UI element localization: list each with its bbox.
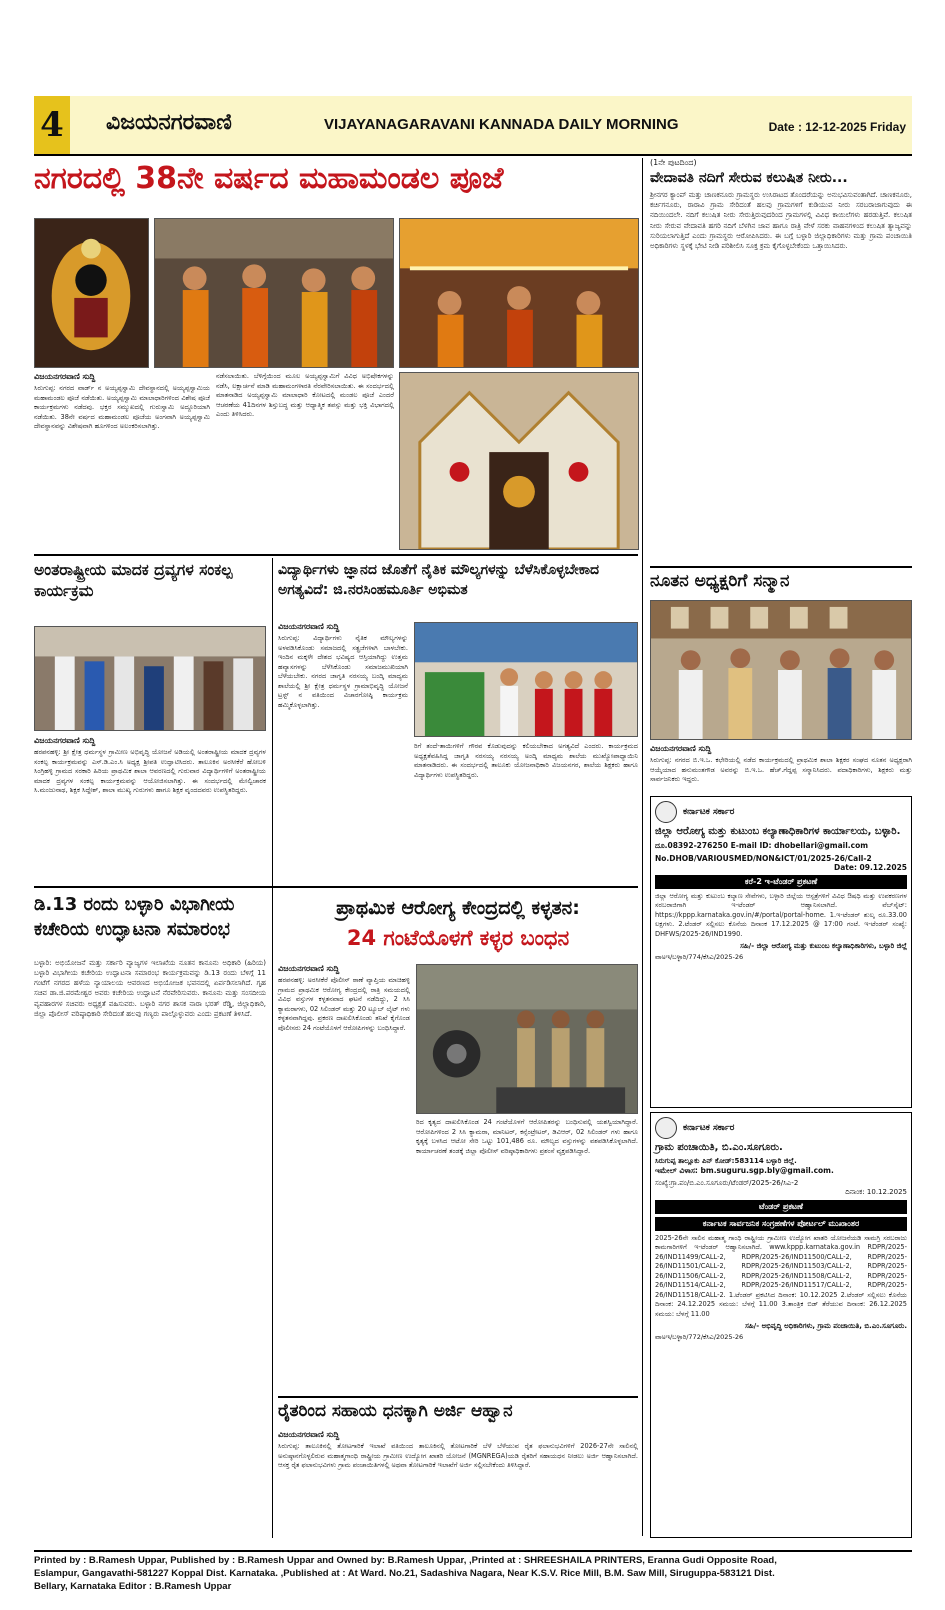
dec13-body: ಬಳ್ಳಾರಿ: ಅಭಿಯೋಜನೆ ಮತ್ತು ಸರ್ಕಾರಿ ವ್ಯಾಜ್ಯಗಳ ಇಲಾಖೆಯ ನೂತನ ಕಾನೂನು ಅಧಿಕಾರಿ (ಹಿರಿಯ) ಬಳ್ಳಾರಿ ವಿಭಾಗೀಯ ಕಚೇರಿಯ ಉದ್ಘಾಟನಾ ಸಮಾರಂಭ ಕಾರ್ಯಕ್ರಮವನ್ನು ಡಿ.13 ರಂದು ಬೆಳಿಗ್ಗೆ 11 ಗಂಟೆಗೆ ನಗರದ ಹಳೆಯ ನ್ಯಾಯಾಲಯ ಆವರಣದ ಅಭಿಯೋಜಕ ಭವನದಲ್ಲಿ ಏರ್ಪಡಿಸಲಾಗಿದೆ. ಗೃಹ ಸಚಿವ ಡಾ.ಜಿ.ಪರಮೇಶ್ವರ ಅವರು ಕಚೇರಿಯ ಉದ್ಘಾಟನೆ ನೆರವೇರಿಸುವರು. ಕಾನೂನು ಮತ್ತು ಸಂಸದೀಯ ವ್ಯವಹಾರಗಳ ಸಚಿವರು ಅಧ್ಯಕ್ಷತೆ ವಹಿಸುವರು. ಬಳ್ಳಾರಿ ನಗರ ಶಾಸಕ ನಾರಾ ಭರತ್ ರೆಡ್ಡಿ, ಜಿಲ್ಲಾಧಿಕಾರಿ, ಜಿಲ್ಲಾ ಪೊಲೀಸ್ ವರಿಷ್ಠಾಧಿಕಾರಿ ಸೇರಿದಂತೆ ಹಲವು ಗಣ್ಯರು ಪಾಲ್ಗೊಳ್ಳುವರು ಎಂದು ಪ್ರಕಟಣೆ ತಿಳಿಸಿದೆ. [34,959,266,1018]
farmers-body: ಸಿರುಗುಪ್ಪ: ತಾಲೂಕಿನಲ್ಲಿ ತೋಟಗಾರಿಕೆ ಇಲಾಖೆ ವತಿಯಿಂದ ತಾಲೂಕಿನಲ್ಲಿ ತೋಟಗಾರಿಕೆ ಬೆಳೆ ಬೆಳೆಯುವ ರೈತ ಫಲಾನುಭವಿಗಳಿಗೆ 2026-27ನೇ ಸಾಲಿನಲ್ಲಿ ಅನುಷ್ಠಾನಗೊಳ್ಳಲಿರುವ ಮಹಾತ್ಮಗಾಂಧಿ ರಾಷ್ಟ್ರೀಯ ಗ್ರಾಮೀಣ ಉದ್ಯೋಗ ಖಾತರಿ ಯೋಜನೆ (MGNREGA)ಯಡಿ ರೈತರಿಗೆ ಸಹಾಯಧನ ನೀಡಲು ಅರ್ಜಿ ಆಹ್ವಾನಿಸಲಾಗಿದೆ. ಆಸಕ್ತ ರೈತ ಫಲಾನುಭವಿಗಳು ಗ್ರಾಮ ಪಂಚಾಯಿತಿಗಳಲ್ಲಿ ಅಥವಾ ತೋಟಗಾರಿಕೆ ಇಲಾಖೆಗೆ ಅರ್ಜಿ ಸಲ್ಲಿಸಬೇಕೆಂದು ತಿಳಿಸಿದ್ದಾರೆ. [278,1442,638,1470]
tender1-code: ವಾಅಇ/ಬಳ್ಳಾರಿ/774/ಕೆಸಿಎ/2025-26 [655,953,744,962]
footer-line-2: Eslampur, Gangavathi-581227 Koppal Dist. Karnataka. ,Published at : At Ward. No.21, Sadashiva Nagara, Near K.S.V. Rice Mill, B.M. Saw Mill, Siruguppa-583121 Dist. [34,1567,775,1579]
farmers-byline: ವಿಜಯನಗರವಾಣಿ ಸುದ್ದಿ [278,1430,340,1439]
dec13-headline: ಡಿ.13 ರಂದು ಬಳ್ಳಾರಿ ವಿಭಾಗೀಯ ಕಚೇರಿಯ ಉದ್ಘಾಟನಾ ಸಮಾರಂಭ [34,894,235,941]
tender1-body: ಜಿಲ್ಲಾ ಆರೋಗ್ಯ ಮತ್ತು ಕುಟುಂಬ ಕಲ್ಯಾಣ ಸೇವೆಗಳು, ಬಳ್ಳಾರಿ ಜಿಲ್ಲೆಯ ಆಸ್ಪತ್ರೆಗಳಿಗೆ ವಿವಿಧ ಔಷಧಿ ಮತ್ತು ಉಪಕರಣಗಳ ಸರಬರಾಜಿಗಾಗಿ ಇ-ಟೆಂಡರ್ ಆಹ್ವಾನಿಸಲಾಗಿದೆ. ವೆಬ್‌ಸೈಟ್: https://kppp.karnataka.gov.in/#/portal/portal-home. 1.ಇ-ಟೆಂಡರ್ ಶುಲ್ಕ ರೂ.33.00 ಲಕ್ಷಗಳು. 2.ಟೆಂಡರ್ ಸಲ್ಲಿಸಲು ಕೊನೆಯ ದಿನಾಂಕ 17.12.2025 @ 17:00 ಗಂಟೆ. ಇ-ಟೆಂಡರ್ ಸಂಖ್ಯೆ: DHFWS/2025-26/IND1990. [655,891,907,938]
masthead [34,96,912,156]
tender2-code: ವಾಅಇ/ಬಳ್ಳಾರಿ/772/ಕೆಸಿಎ/2025-26 [655,1333,744,1342]
tender1-ref: No.DHOB/VARIOUSMED/NON&ICT/01/2025-26/Call-2 [655,853,872,863]
drugs-headline: ಅಂತರಾಷ್ಟ್ರೀಯ ಮಾದಕ ದ್ರವ್ಯಗಳ ಸಂಕಲ್ಪ ಕಾರ್ಯಕ್ರಮ [34,561,233,600]
vedavati-story [650,158,912,251]
tender1-date: Date: 09.12.2025 [833,862,907,872]
tender1-bar: ಕರೆ-2 ಇ-ಟೆಂಡರ್ ಪ್ರಕಟಣೆ [655,875,907,889]
tender1-govt: ಕರ್ನಾಟಕ ಸರ್ಕಾರ [683,806,735,817]
theft-text-left [278,964,410,1033]
karnataka-seal-icon [655,1117,677,1139]
tender2-office: ಗ್ರಾಮ ಪಂಚಾಯಿತಿ, ಬಿ.ಎಂ.ಸೂಗೂರು. [655,1142,783,1153]
lead-photo-shrine [399,372,639,550]
newspaper-page [34,96,912,1592]
theft-body-right: ರಿದ ಕೃತ್ಯದ ದಾಖಲಿಸಿಕೊಂಡ 24 ಗಂಟೆಯೊಳಗೆ ಆರೋಪಿತರನ್ನು ಬಂಧಿಸುವಲ್ಲಿ ಯಶಸ್ವಿಯಾಗಿದ್ದಾರೆ. ಆರೋಪಿಗಳಿಂದ 2 ಸಿಸಿ ಕ್ಯಾಮರಾ, ಮಾನಿಟರ್, ಕನ್ಸೆಂಟ್ರೇಟರ್, ಡಿವಿಆರ್, 02 ಸಿಲಿಂಡರ್ ಗಳು ಹಾಗೂ ಕೃತ್ಯಕ್ಕೆ ಬಳಸಿದ ಆಟೋ ಸೇರಿ ಒಟ್ಟು 101,486 ರೂ. ಮೌಲ್ಯದ ವಸ್ತುಗಳನ್ನು ವಶಪಡಿಸಿಕೊಳ್ಳಲಾಗಿದೆ. ಕಾರ್ಯಾಚರಣೆ ತಂಡಕ್ಕೆ ಜಿಲ್ಲಾ ಪೊಲೀಸ್ ವರಿಷ್ಠಾಧಿಕಾರಿಗಳು ಪ್ರಶಂಸೆ ವ್ಯಕ್ತಪಡಿಸಿದ್ದಾರೆ. [416,1118,638,1155]
values-body-right: ರಿಗೆ ತಂದೆ-ತಾಯಿಗಳಿಗೆ ಗೌರವ ಕೊಡುವುದನ್ನು ಕಲಿಯಬೇಕಾದ ಅಗತ್ಯವಿದೆ ಎಂದರು. ಕಾರ್ಯಕ್ರಮದ ಅಧ್ಯಕ್ಷತೆವಹಿಸಿದ್ದ ಜಾಗೃತಿ ನರಸಯ್ಯ ನರಸಯ್ಯ ಅಂದ್ಕಿ ಮಾಧ್ಯಮ ಶಾಲೆಯ ಮುಖ್ಯೋಪಾಧ್ಯಾಯಿನಿ ಮಾತನಾಡಿದರು. ಈ ಸಂದರ್ಭದಲ್ಲಿ ತಾಲೂಕು ಯೋಜನಾಧಿಕಾರಿ ವಿಜಯನಗರ, ಶಾಲೆಯ ಶಿಕ್ಷಕರು ಹಾಗೂ ವಿದ್ಯಾರ್ಥಿಗಳು ಉಪಸ್ಥಿತರಿದ್ದರು. [414,742,638,779]
tender-notice-panchayat [650,1112,912,1538]
tender2-email: ಇಮೇಲ್ ವಿಳಾಸ: bm.suguru.sgp.bly@gmail.com. [655,1165,834,1175]
lead-body-right: ನಡೆಸಲಾಯಿತು. ಬೆಳಿಗ್ಗೆಯಿಂದ ಮೂಲ ಅಯ್ಯಪ್ಪಸ್ವಾಮಿಗೆ ವಿವಿಧ ಅಭಿಷೇಕಗಳನ್ನು ನಡೆಸಿ, ಲಕ್ಷಾರ್ಚನೆ ಮಾಡಿ ಮಹಾಮಂಗಳಾರತಿ ನೆರವೇರಿಸಲಾಯಿತು. ಈ ಸಂದರ್ಭದಲ್ಲಿ ಮಾತನಾಡಿದ ಅಯ್ಯಪ್ಪಸ್ವಾಮಿ ಮಾಲಾಧಾರಿ ಕೋಟದಲ್ಲಿ ಮಂಡಲ ಪೂಜೆ ಎಂದರೆ ಆಚರಣೆಯ 41ದಿನಗಳ ಶಿಸ್ತುಬದ್ಧ ಮತ್ತು ಆಧ್ಯಾತ್ಮಿಕ ತಪಸ್ಸು ಮತ್ತು ಭಕ್ತಿ ವಿಭಾಗದಲ್ಲಿ ಎಂದು ತಿಳಿಸಿದರು. [216,372,394,419]
lead-body-left: ಸಿರುಗುಪ್ಪ: ನಗರದ ವಾರ್ಡ್ ನ ಅಯ್ಯಪ್ಪಸ್ವಾಮಿ ದೇವಸ್ಥಾನದಲ್ಲಿ ಅಯ್ಯಪ್ಪಸ್ವಾಮಿಯ ಮಹಾಮಂಡಲ ಪೂಜೆ ನಡೆಯಿತು. ಅಯ್ಯಪ್ಪಸ್ವಾಮಿ ಮಾಲಾಧಾರಿಗಳಿಂದ ವಿಶೇಷ ಪೂಜೆ ಕಾರ್ಯಕ್ರಮಗಳು ನಡೆದವು. ಭಕ್ತರ ಸಮ್ಮುಖದಲ್ಲಿ ಗುರುಸ್ವಾಮಿ ಅದ್ದೂರಿಯಾಗಿ ನಡೆಯಿತು. 38ನೇ ವರ್ಷದ ಮಹಾಮಂಡಲ ಪೂಜೆಯ ಅಂಗವಾಗಿ ಅಯ್ಯಪ್ಪಸ್ವಾಮಿ ದೇವಸ್ಥಾನವನ್ನು ವಿಶೇಷವಾಗಿ ಹೂಗಳಿಂದ ಅಲಂಕರಿಸಲಾಗಿತ್ತು. [34,384,210,431]
lead-photo-pooja [399,218,639,368]
masthead-date: Date : 12-12-2025 Friday [768,120,906,134]
tender1-office: ಜಿಲ್ಲಾ ಆರೋಗ್ಯ ಮತ್ತು ಕುಟುಂಬ ಕಲ್ಯಾಣಾಧಿಕಾರಿಗಳ ಕಾರ್ಯಾಲಯ, ಬಳ್ಳಾರಿ. [655,826,901,837]
tender2-bar1: ಟೆಂಡರ್ ಪ್ರಕಟಣೆ [655,1200,907,1214]
tender1-signed: ಸಹಿ/- ಜಿಲ್ಲಾ ಆರೋಗ್ಯ ಮತ್ತು ಕುಟುಂಬ ಕಲ್ಯಾಣಾಧಿಕಾರಿಗಳು, ಬಳ್ಳಾರಿ ಜಿಲ್ಲೆ [740,942,907,951]
lead-photo-devotees [154,218,394,368]
farmers-text [278,1430,638,1471]
theft-byline: ವಿಜಯನಗರವಾಣಿ ಸುದ್ದಿ [278,964,340,973]
theft-photo [416,964,638,1114]
theft-body-left: ಹರಪನಹಳ್ಳಿ: ಅರಸೀಕೆರೆ ಪೊಲೀಸ್ ಠಾಣೆ ವ್ಯಾಪ್ತಿಯ ಮಾಚಿಹಳ್ಳಿ ಗ್ರಾಮದ ಪ್ರಾಥಮಿಕ ಆರೋಗ್ಯ ಕೇಂದ್ರದಲ್ಲಿ ರಾತ್ರಿ ಸಮಯದಲ್ಲಿ ವಿವಿಧ ವಸ್ತುಗಳ ಕಳ್ಳತನವಾದ ಘಟನೆ ನಡೆದಿದ್ದು, 2 ಸಿಸಿ ಕ್ಯಾಮರಾಗಳು, 02 ಸಿಲಿಂಡರ್ ಮತ್ತು 20 ಟ್ಯೂಬ್ ಲೈಟ್ ಗಳು ಕಳ್ಳತನವಾಗಿದ್ದವು. ಪ್ರಕರಣ ದಾಖಲಿಸಿಕೊಂಡು ತನಿಖೆ ಕೈಗೊಂಡ ಪೊಲೀಸರು 24 ಗಂಟೆಯೊಳಗೆ ಆರೋಪಿಗಳನ್ನು ಬಂಧಿಸಿದ್ದಾರೆ. [278,976,410,1032]
tender-notice-health [650,796,912,1108]
values-photo [414,622,638,737]
tender2-govt: ಕರ್ನಾಟಕ ಸರ್ಕಾರ [683,1122,735,1133]
values-body-left: ಸಿರುಗುಪ್ಪ: ವಿದ್ಯಾರ್ಥಿಗಳು ನೈತಿಕ ಮೌಲ್ಯಗಳನ್ನು ಅಳವಡಿಸಿಕೊಂಡು ಸಮಾಜದಲ್ಲಿ ಸತ್ಪ್ರಜೆಗಳಾಗಿ ಬಾಳಬೇಕು. ಇಂದಿನ ಮಕ್ಕಳೇ ದೇಶದ ಭವಿಷ್ಯದ ಆಸ್ತಿಯಾಗಿದ್ದು ಉತ್ತಮ ಹವ್ಯಾಸಗಳನ್ನು ಬೆಳೆಸಿಕೊಂಡು ಸಮಾಜಮುಖಿಯಾಗಿ ಬೆಳೆಯಬೇಕು. ನಗರದ ಜಾಗೃತಿ ನರಸಯ್ಯ ಬಂದ್ಕಿ ಮಾದ್ಯಮ ಶಾಲೆಯಲ್ಲಿ ಶ್ರೀ ಕ್ಷೇತ್ರ ಧರ್ಮಸ್ಥಳ ಗ್ರಾಮಾಭಿವೃದ್ಧಿ ಯೋಜನೆ ಟ್ರಸ್ಟ್ ನ ವತಿಯಿಂದ ವಿಚಾರಗೋಷ್ಠಿ ಕಾರ್ಯಕ್ರಮ ಹಮ್ಮಿಕೊಳ್ಳಲಾಗಿತ್ತು. [278,634,408,709]
karnataka-seal-icon [655,801,677,823]
lead-byline: ವಿಜಯನಗರವಾಣಿ ಸುದ್ದಿ [34,372,96,381]
felicitation-headline: ನೂತನ ಅಧ್ಯಕ್ಷರಿಗೆ ಸನ್ಮಾನ [650,571,790,591]
felicitation-byline: ವಿಜಯನಗರವಾಣಿ ಸುದ್ದಿ [650,744,712,753]
felicitation-text [650,744,912,785]
drugs-photo [34,626,266,731]
lead-headline: ನಗರದಲ್ಲಿ 38ನೇ ವರ್ಷದ ಮಹಾಮಂಡಲ ಪೂಜೆ [34,161,504,196]
theft-headline-line1: ಪ್ರಾಥಮಿಕ ಆರೋಗ್ಯ ಕೇಂದ್ರದಲ್ಲಿ ಕಳ್ಳತನ: [336,897,580,919]
felicitation-photo [650,600,912,740]
vedavati-kicker: (1ನೇ ಪುಟದಿಂದ) [650,158,697,167]
lead-photo-idol [34,218,149,368]
masthead-title-english: VIJAYANAGARAVANI KANNADA DAILY MORNING [324,116,679,133]
tender2-ref: ಸಂಖ್ಯೆ:ಗ್ರಾ.ಪಂ/ಬಿ.ಎಂ.ಸೂಗೂರು/ಟೆಂಡರ್/2025-26/ಸಿಎ-2 [655,1178,799,1187]
tender1-contact: ದೂ.08392-276250 E-mail ID: dhobellari@gmail.com [655,840,869,850]
vedavati-headline: ವೇದಾವತಿ ನದಿಗೆ ಸೇರುವ ಕಲುಷಿತ ನೀರು... [650,170,848,186]
values-text-left [278,622,408,710]
page-number: 4 [34,96,70,154]
footer-line-3: Bellary, Karnataka Editor : B.Ramesh Uppar [34,1580,232,1592]
masthead-title-kannada: ವಿಜಯನಗರವಾಣಿ [106,110,232,135]
tender2-bar2: ಕರ್ನಾಟಕ ಸಾರ್ವಜನಿಕ ಸಂಗ್ರಹಣೆಗಳ ಪೋರ್ಟಲ್ ಮುಖಾಂತರ [655,1217,907,1231]
farmers-headline: ರೈತರಿಂದ ಸಹಾಯ ಧನಕ್ಕಾಗಿ ಅರ್ಜಿ ಆಹ್ವಾನ [278,1401,513,1421]
vedavati-body: ಶ್ರೀನಗರ ಕ್ಯಾಂಪ್ ಮತ್ತು ಚಾಣಕನೂರು ಗ್ರಾಮಸ್ಥರು ಉಸಿರಾಟದ ತೊಂದರೆಯನ್ನು ಅನುಭವಿಸುವಂತಾಗಿದೆ. ಚಾಣಕನೂರು, ಕರ್ಚಿಗನೂರು, ರಾರಾವಿ ಗ್ರಾಮ ಸೇರಿದಂತೆ ಹಲವು ಗ್ರಾಮಗಳಿಗೆ ಕುಡಿಯುವ ನೀರು ಸರಬರಾಜಾಗುವುದು ಈ ನದಿಯಿಂದಲೇ. ನದಿಗೆ ಕಲುಷಿತ ನೀರು ಸೇರುತ್ತಿರುವುದರಿಂದ ಗ್ರಾಮಗಳಲ್ಲಿ ವಿವಿಧ ಕಾಯಿಲೆಗಳು ಹರಡುತ್ತಿವೆ. ಕಲುಷಿತ ನೀರು ಸೇರುವ ವೇದಾವತಿ ಹಗರಿ ನದಿಗೆ ಬೆಳಗಿನ ಜಾವ ಹಾಗೂ ರಾತ್ರಿ ವೇಳೆ ಸರಕು ವಾಹನಗಳಿಂದ ಕಲುಷಿತ ತ್ಯಾಜ್ಯವನ್ನು ಸುರಿಯಲಾಗುತ್ತಿದೆ ಎಂದು ಗ್ರಾಮಸ್ಥರು ಆರೋಪಿಸಿದರು. ಈ ಬಗ್ಗೆ ಬಳ್ಳಾರಿ ಜಿಲ್ಲಾಧಿಕಾರಿಗಳು ಮತ್ತು ಗ್ರಾಮ ಪಂಚಾಯಿತಿ ಅಧಿಕಾರಿಗಳು ಸ್ಥಳಕ್ಕೆ ಭೇಟಿ ನೀಡಿ ಪರಿಶೀಲಿಸಿ ಸೂಕ್ತ ಕ್ರಮ ಕೈಗೊಳ್ಳಬೇಕೆಂದು ಒತ್ತಾಯಿಸಿದರು. [650,191,912,250]
tender2-body: 2025-26ನೇ ಸಾಲಿನ ಮಹಾತ್ಮ ಗಾಂಧಿ ರಾಷ್ಟ್ರೀಯ ಗ್ರಾಮೀಣ ಉದ್ಯೋಗ ಖಾತರಿ ಯೋಜನೆಯಡಿ ಸಾಮಗ್ರಿ ಸರಬರಾಜು ಕಾಮಗಾರಿಗಳಿಗೆ ಇ-ಟೆಂಡರ್ ಆಹ್ವಾನಿಸಲಾಗಿದೆ. www.kppp.karnataka.gov.in RDPR/2025-26/IND11499/CALL-2, RDPR/2025-26/IND11500/CALL-2, RDPR/2025-26/IND11501/CALL-2, RDPR/2025-26/IND11503/CALL-2, RDPR/2025-26/IND11506/CALL-2, RDPR/2025-26/IND11508/CALL-2, RDPR/2025-26/IND11514/CALL-2, RDPR/2025-26/IND11517/CALL-2, RDPR/2025-26/IND11518/CALL-2. 1.ಟೆಂಡರ್ ಪ್ರಕಟಿಸಿದ ದಿನಾಂಕ: 10.12.2025 2.ಟೆಂಡರ್ ಸಲ್ಲಿಸಲು ಕೊನೆಯ ದಿನಾಂಕ: 24.12.2025 ಸಮಯ: ಬೆಳಗ್ಗೆ 11.00 3.ತಾಂತ್ರಿಕ ಬಿಡ್ ತೆರೆಯುವ ದಿನಾಂಕ: 26.12.2025 ಸಮಯ: ಬೆಳಗ್ಗೆ 11.00 [655,1233,907,1318]
tender2-signed: ಸಹಿ/- ಅಭಿವೃದ್ಧಿ ಅಧಿಕಾರಿಗಳು, ಗ್ರಾಮ ಪಂಚಾಯಿತಿ, ಬಿ.ಎಂ.ಸೂಗೂರು. [745,1322,907,1331]
tender2-date: ದಿನಾಂಕ: 10.12.2025 [845,1187,907,1196]
tender2-address: ಸಿರುಗುಪ್ಪ ತಾಲ್ಲೂಕು ಪಿನ್ ಕೋಡ್:583114 ಬಳ್ಳಾರಿ ಜಿಲ್ಲೆ. [655,1156,797,1165]
felicitation-body: ಸಿರುಗುಪ್ಪ: ನಗರದ ಬಿ.ಇ.ಒ. ಕಛೇರಿಯಲ್ಲಿ ನಡೆದ ಕಾರ್ಯಕ್ರಮದಲ್ಲಿ ಪ್ರಾಥಮಿಕ ಶಾಲಾ ಶಿಕ್ಷಕರ ಸಂಘದ ನೂತನ ಅಧ್ಯಕ್ಷರಾಗಿ ಆಯ್ಕೆಯಾದ ಹನುಮಂತಗೌಡ ಅವರನ್ನು ಬಿ.ಇ.ಒ. ಹೆಚ್.ಗೆದ್ದಪ್ಪ ಸನ್ಮಾನಿಸಿದರು. ಪದಾಧಿಕಾರಿಗಳು, ಶಿಕ್ಷಕರು ಮತ್ತು ಸಾರ್ವಜನಿಕರು ಇದ್ದರು. [650,756,912,784]
footer-line-1: Printed by : B.Ramesh Uppar, Published by : B.Ramesh Uppar and Owned by: B.Ramesh Uppar, ,Printed at : SHREESHAILA PRINTERS, Eranna Gudi Opposite Road, [34,1555,777,1566]
drugs-body: ಹರಪನಹಳ್ಳಿ: ಶ್ರೀ ಕ್ಷೇತ್ರ ಧರ್ಮಸ್ಥಳ ಗ್ರಾಮೀಣ ಅಭಿವೃದ್ಧಿ ಯೋಜನೆ ಅಡಿಯಲ್ಲಿ ಅಂತರಾಷ್ಟ್ರೀಯ ಮಾದಕ ದ್ರವ್ಯಗಳ ಸಂಕಲ್ಪ ಕಾರ್ಯಕ್ರಮವನ್ನು ಎಸ್.ಡಿ.ಎಂ.ಸಿ ಅಧ್ಯಕ್ಷ ಶ್ರೀಪತಿ ಉದ್ಘಾಟಿಸಿದರು. ತಾಲೂಕಿನ ಅರಸೀಕೆರೆ ಹೋಬಳಿ ಸಿಂಗ್ರಿಹಳ್ಳಿ ಗ್ರಾಮದ ಸರಕಾರಿ ಹಿರಿಯ ಪ್ರಾಥಮಿಕ ಶಾಲಾ ಆವರಣದಲ್ಲಿ ಗುರುವಾರ ವಿದ್ಯಾರ್ಥಿಗಳಿಗೆ ಅಂತರಾಷ್ಟ್ರೀಯ ಮಾದಕ ದ್ರವ್ಯಗಳ ಸಂಕಲ್ಪ ಕಾರ್ಯಕ್ರಮವನ್ನು ಆಯೋಜಿಸಲಾಗಿತ್ತು. ಈ ಸಂದರ್ಭದಲ್ಲಿ ಮೇಲ್ವಿಚಾರಕ ಸಿ.ಮಂಜುನಾಥ, ಶಿಕ್ಷಕ ಸಿದ್ದೇಶ್, ಶಾಲಾ ಮುಖ್ಯ ಗುರುಗಳು ಹಾಗೂ ಶಿಕ್ಷಕ ವೃಂದದವರು ಉಪಸ್ಥಿತರಿದ್ದರು. [34,748,266,795]
values-byline: ವಿಜಯನಗರವಾಣಿ ಸುದ್ದಿ [278,622,340,631]
drugs-text [34,736,266,796]
values-headline: ವಿದ್ಯಾರ್ಥಿಗಳು ಜ್ಞಾನದ ಜೊತೆಗೆ ನೈತಿಕ ಮೌಲ್ಯಗಳನ್ನು ಬೆಳೆಸಿಕೊಳ್ಳಬೇಕಾದ ಅಗತ್ಯವಿದೆ: ಜಿ.ನರಸಿಂಹಮೂರ್ತಿ ಅಭಿಮತ [278,562,600,599]
imprint-footer [34,1550,912,1593]
theft-headline-line2: 24 ಗಂಟೆಯೊಳಗೆ ಕಳ್ಳರ ಬಂಧನ [346,926,570,950]
drugs-byline: ವಿಜಯನಗರವಾಣಿ ಸುದ್ದಿ [34,736,96,745]
lead-text-left [34,372,210,432]
